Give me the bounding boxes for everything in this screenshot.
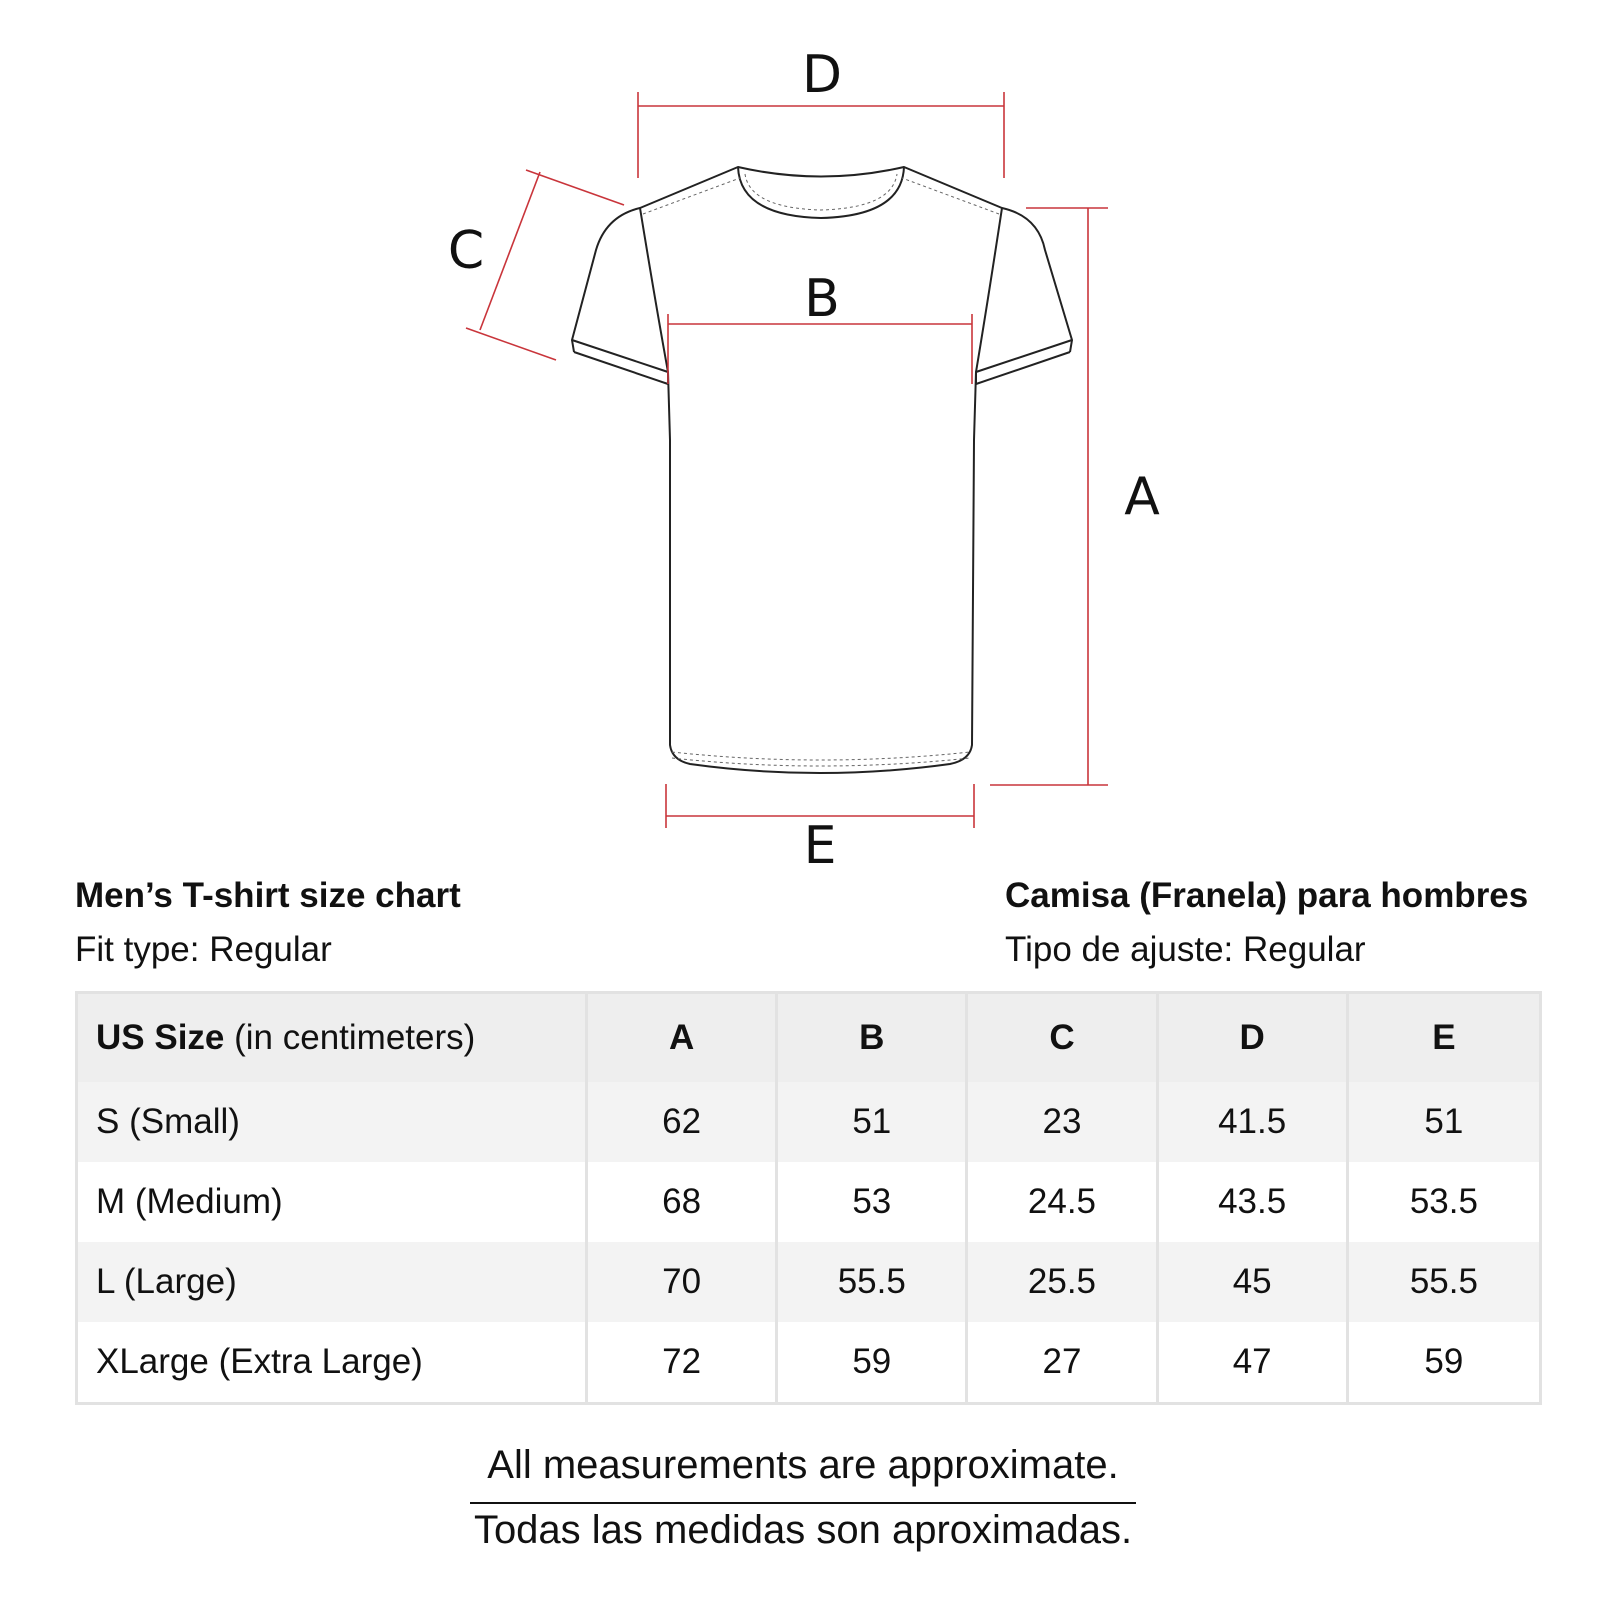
dimension-e-label: E	[803, 816, 837, 870]
table-row	[78, 1162, 1539, 1242]
footnote-spanish: Todas las medidas son aproximadas.	[473, 1508, 1133, 1552]
value-cell: 53.5	[1349, 1162, 1539, 1242]
table-row	[78, 1082, 1539, 1162]
value-cell: 68	[588, 1162, 778, 1242]
footnote-english: All measurements are approximate.	[487, 1443, 1119, 1487]
size-cell: XLarge (Extra Large)	[78, 1322, 588, 1402]
size-cell: M (Medium)	[78, 1162, 588, 1242]
size-table	[75, 991, 1542, 1405]
header-col-e: E	[1349, 994, 1539, 1082]
value-cell: 47	[1159, 1322, 1349, 1402]
value-cell: 53	[778, 1162, 968, 1242]
header-size-column	[78, 994, 588, 1082]
dimension-b-label: B	[804, 269, 840, 329]
value-cell: 62	[588, 1082, 778, 1162]
dimension-d-label: D	[801, 45, 843, 105]
value-cell: 59	[778, 1322, 968, 1402]
value-cell: 25.5	[968, 1242, 1158, 1322]
dimension-a-label: A	[1124, 467, 1160, 527]
header-col-b: B	[778, 994, 968, 1082]
header-col-a: A	[588, 994, 778, 1082]
size-cell: L (Large)	[78, 1242, 588, 1322]
table-row	[78, 1242, 1539, 1322]
tshirt-outline-icon	[572, 167, 1072, 773]
value-cell: 51	[778, 1082, 968, 1162]
header-unit-label: (in centimeters)	[224, 1018, 476, 1057]
value-cell: 72	[588, 1322, 778, 1402]
fit-type-english: Fit type: Regular	[75, 930, 332, 969]
dimension-c-line	[466, 170, 624, 360]
chart-title-spanish: Camisa (Franela) para hombres	[1005, 876, 1529, 915]
dimension-c-label: C	[447, 221, 485, 281]
dimension-a-line	[990, 208, 1108, 785]
value-cell: 23	[968, 1082, 1158, 1162]
size-cell: S (Small)	[78, 1082, 588, 1162]
value-cell: 24.5	[968, 1162, 1158, 1242]
value-cell: 45	[1159, 1242, 1349, 1322]
value-cell: 51	[1349, 1082, 1539, 1162]
value-cell: 27	[968, 1322, 1158, 1402]
value-cell: 55.5	[1349, 1242, 1539, 1322]
value-cell: 43.5	[1159, 1162, 1349, 1242]
value-cell: 55.5	[778, 1242, 968, 1322]
header-col-d: D	[1159, 994, 1349, 1082]
value-cell: 70	[588, 1242, 778, 1322]
fit-type-spanish: Tipo de ajuste: Regular	[1005, 930, 1366, 969]
table-row	[78, 1322, 1539, 1402]
header-size-label: US Size	[96, 1018, 225, 1057]
table-header-row	[78, 994, 1539, 1082]
chart-title-english: Men’s T-shirt size chart	[75, 876, 461, 915]
value-cell: 41.5	[1159, 1082, 1349, 1162]
header-col-c: C	[968, 994, 1158, 1082]
footnote-divider	[470, 1502, 1136, 1504]
value-cell: 59	[1349, 1322, 1539, 1402]
